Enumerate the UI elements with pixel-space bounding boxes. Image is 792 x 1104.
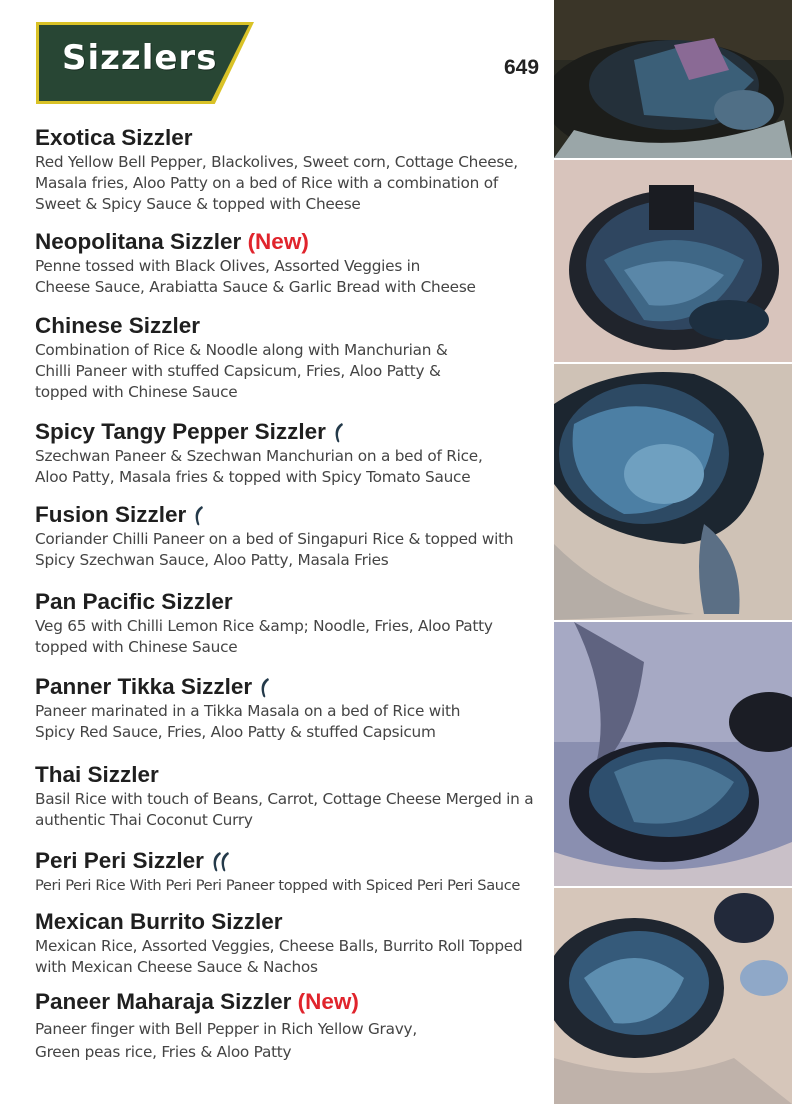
desc-line: Cheese Sauce, Arabiatta Sauce & Garlic Bread with Cheese bbox=[35, 278, 476, 296]
menu-item bbox=[35, 988, 545, 1064]
item-name: Panner Tikka Sizzler bbox=[35, 674, 253, 699]
item-name: Mexican Burrito Sizzler bbox=[35, 909, 283, 934]
item-description bbox=[35, 152, 545, 215]
desc-line: Green peas rice, Fries & Aloo Patty bbox=[35, 1043, 292, 1061]
chili-pepper-icon bbox=[332, 422, 346, 444]
item-title bbox=[35, 761, 545, 789]
menu-item bbox=[35, 312, 545, 403]
desc-line: Spicy Szechwan Sauce, Aloo Patty, Masala Fries bbox=[35, 551, 389, 569]
section-title: Sizzlers bbox=[62, 38, 218, 78]
item-description bbox=[35, 875, 545, 896]
desc-line: topped with Chinese Sauce bbox=[35, 638, 238, 656]
menu-item bbox=[35, 418, 545, 488]
section-badge bbox=[36, 22, 256, 106]
menu-item bbox=[35, 847, 545, 896]
food-photo bbox=[554, 160, 792, 362]
item-name: Neopolitana Sizzler bbox=[35, 229, 242, 254]
desc-line: Masala fries, Aloo Patty on a bed of Rice with a combination of bbox=[35, 174, 498, 192]
food-photo bbox=[554, 622, 792, 886]
chili-pepper-icon bbox=[210, 851, 232, 873]
item-title bbox=[35, 908, 545, 936]
menu-item bbox=[35, 761, 545, 831]
desc-line: Penne tossed with Black Olives, Assorted Veggies in bbox=[35, 257, 421, 275]
item-title bbox=[35, 588, 545, 616]
item-name: Pan Pacific Sizzler bbox=[35, 589, 233, 614]
menu-item bbox=[35, 228, 545, 298]
chili-pepper-icon bbox=[192, 505, 206, 527]
item-name: Chinese Sizzler bbox=[35, 313, 201, 338]
desc-line: Peri Peri Rice With Peri Peri Paneer topped with Spiced Peri Peri Sauce bbox=[35, 877, 521, 894]
item-name: Exotica Sizzler bbox=[35, 125, 193, 150]
menu-item bbox=[35, 124, 545, 215]
food-photo bbox=[554, 0, 792, 158]
desc-line: Red Yellow Bell Pepper, Blackolives, Sweet corn, Cottage Cheese, bbox=[35, 153, 518, 171]
item-title bbox=[35, 501, 545, 529]
new-tag: (New) bbox=[247, 229, 309, 254]
food-photo bbox=[554, 888, 792, 1104]
item-name: Peri Peri Sizzler bbox=[35, 848, 204, 873]
desc-line: Combination of Rice & Noodle along with Manchurian & bbox=[35, 341, 448, 359]
desc-line: Paneer finger with Bell Pepper in Rich Yellow Gravy, bbox=[35, 1020, 417, 1038]
item-title bbox=[35, 847, 545, 875]
chili-pepper-icon bbox=[258, 677, 272, 699]
item-title bbox=[35, 124, 545, 152]
item-description bbox=[35, 616, 545, 658]
menu-item bbox=[35, 501, 545, 571]
item-description bbox=[35, 789, 545, 831]
item-name: Fusion Sizzler bbox=[35, 502, 187, 527]
desc-line: Basil Rice with touch of Beans, Carrot, Cottage Cheese Merged in a bbox=[35, 790, 534, 808]
menu-item bbox=[35, 673, 545, 743]
desc-line: Sweet & Spicy Sauce & topped with Cheese bbox=[35, 195, 361, 213]
item-name: Spicy Tangy Pepper Sizzler bbox=[35, 419, 326, 444]
item-description bbox=[35, 936, 545, 978]
photo-column bbox=[554, 0, 792, 1104]
section-price: 649 bbox=[504, 56, 540, 79]
item-title bbox=[35, 418, 545, 446]
item-title bbox=[35, 673, 545, 701]
item-description bbox=[35, 529, 545, 571]
item-title bbox=[35, 988, 545, 1016]
desc-line: topped with Chinese Sauce bbox=[35, 383, 238, 401]
item-title bbox=[35, 228, 545, 256]
new-tag: (New) bbox=[297, 989, 359, 1014]
desc-line: Coriander Chilli Paneer on a bed of Singapuri Rice & topped with bbox=[35, 530, 514, 548]
desc-line: Spicy Red Sauce, Fries, Aloo Patty & stuffed Capsicum bbox=[35, 723, 436, 741]
desc-line: Chilli Paneer with stuffed Capsicum, Fries, Aloo Patty & bbox=[35, 362, 441, 380]
item-description bbox=[35, 446, 545, 488]
food-photo bbox=[554, 364, 792, 620]
item-description bbox=[35, 340, 545, 403]
desc-line: with Mexican Cheese Sauce & Nachos bbox=[35, 958, 318, 976]
item-description bbox=[35, 256, 545, 298]
item-title bbox=[35, 312, 545, 340]
menu-item bbox=[35, 588, 545, 658]
item-description bbox=[35, 1018, 545, 1064]
desc-line: Mexican Rice, Assorted Veggies, Cheese Balls, Burrito Roll Topped bbox=[35, 937, 523, 955]
item-name: Paneer Maharaja Sizzler bbox=[35, 989, 292, 1014]
desc-line: Veg 65 with Chilli Lemon Rice &amp; Noodle, Fries, Aloo Patty bbox=[35, 617, 493, 635]
desc-line: Aloo Patty, Masala fries & topped with Spicy Tomato Sauce bbox=[35, 468, 471, 486]
desc-line: authentic Thai Coconut Curry bbox=[35, 811, 253, 829]
desc-line: Szechwan Paneer & Szechwan Manchurian on a bed of Rice, bbox=[35, 447, 483, 465]
desc-line: Paneer marinated in a Tikka Masala on a bed of Rice with bbox=[35, 702, 461, 720]
menu-item bbox=[35, 908, 545, 978]
item-description bbox=[35, 701, 545, 743]
item-name: Thai Sizzler bbox=[35, 762, 159, 787]
